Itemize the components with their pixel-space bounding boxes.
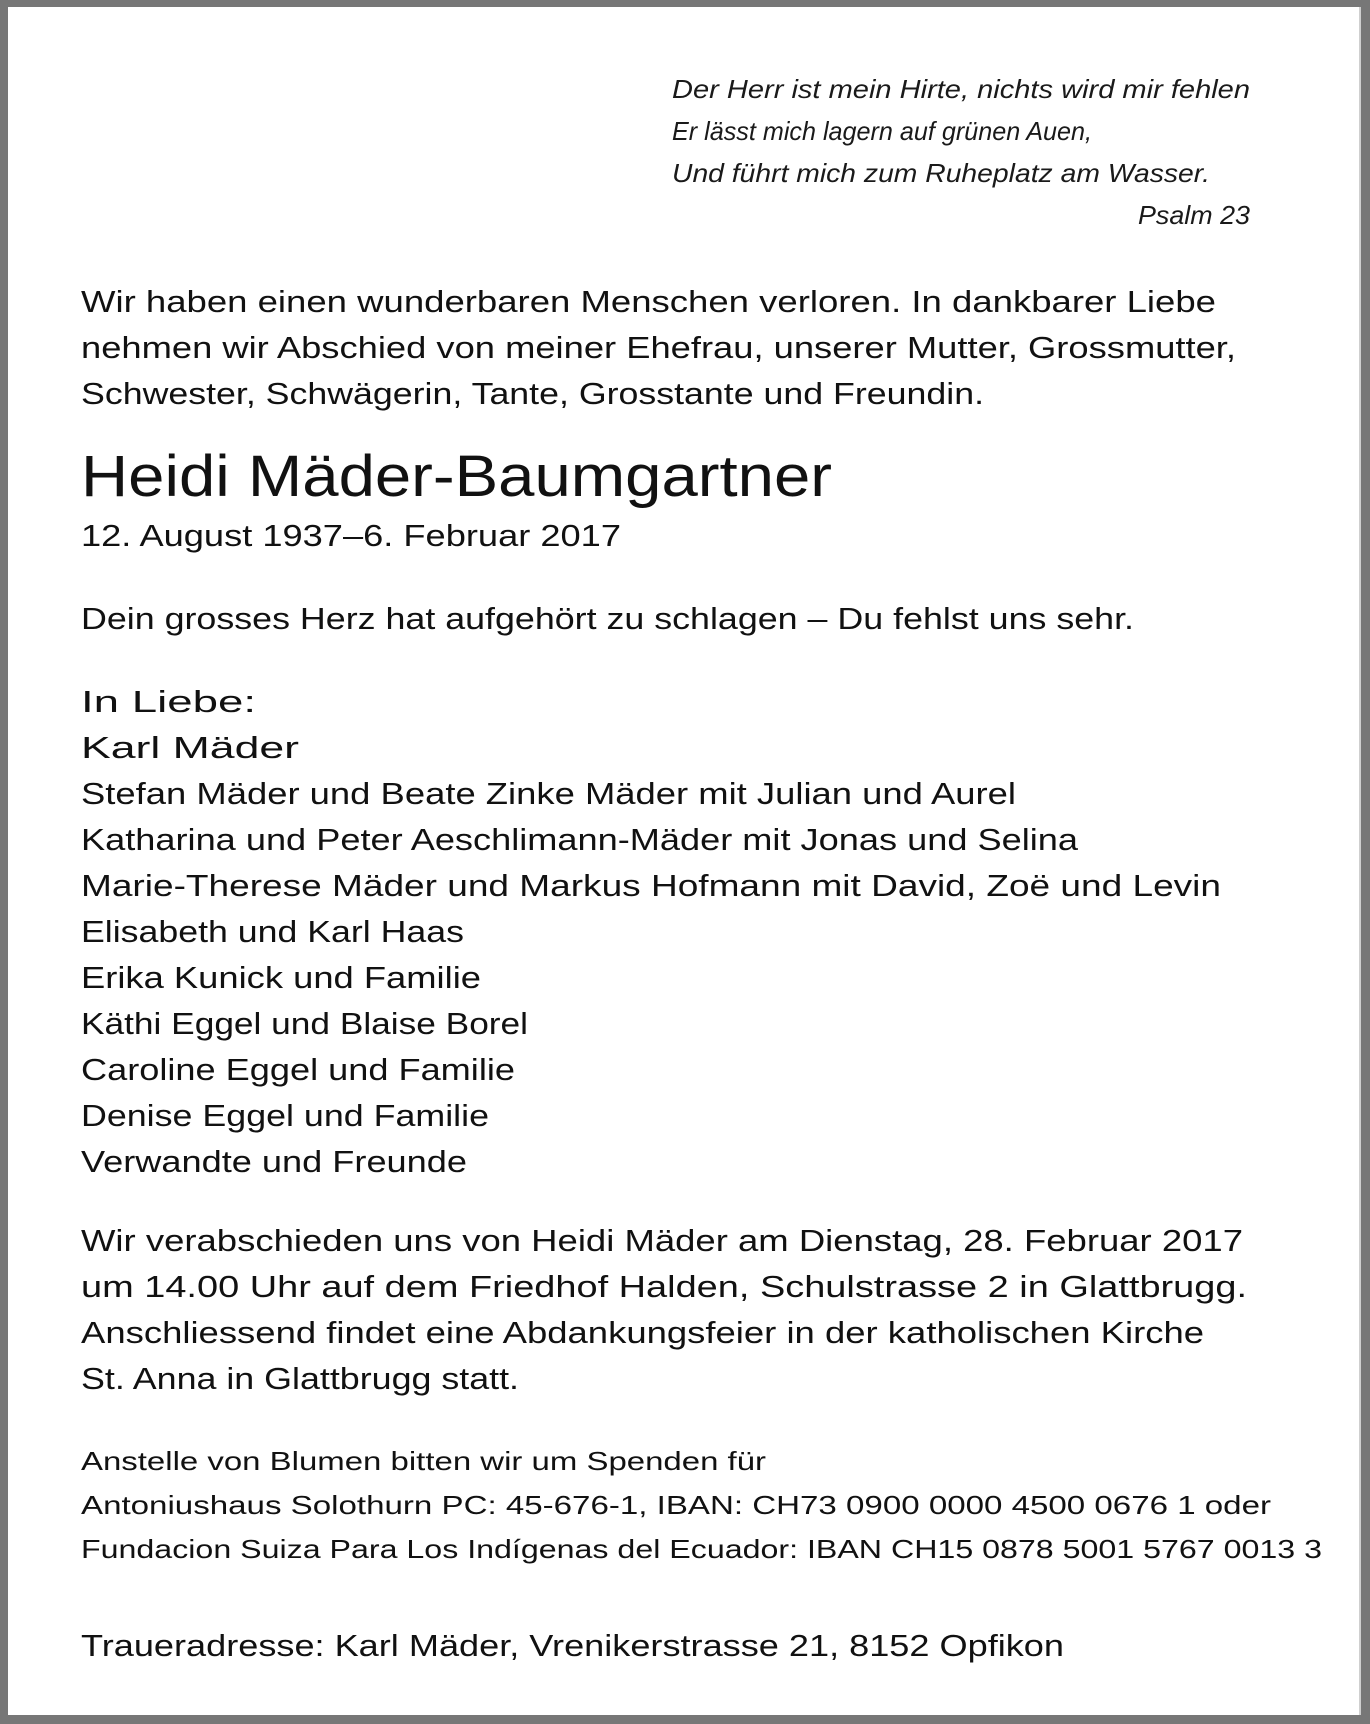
service-line: Anschliessend findet eine Abdankungsfeier in der katholischen Kirche bbox=[81, 1315, 1204, 1350]
mourner-name: Stefan Mäder und Beate Zinke Mäder mit Julian und Aurel bbox=[81, 776, 1016, 811]
mourner-name: Marie-Therese Mäder und Markus Hofmann mit David, Zoë und Levin bbox=[81, 868, 1221, 903]
mourner-name: Elisabeth und Karl Haas bbox=[81, 914, 465, 949]
service-line: um 14.00 Uhr auf dem Friedhof Halden, Schulstrasse 2 in Glattbrugg. bbox=[81, 1269, 1247, 1304]
mourning-address: Traueradresse: Karl Mäder, Vrenikerstrasse 21, 8152 Opfikon bbox=[81, 1628, 1064, 1663]
obituary-notice bbox=[8, 7, 1361, 1715]
mourner-name: Karl Mäder bbox=[81, 730, 299, 765]
intro-line: nehmen wir Abschied von meiner Ehefrau, unserer Mutter, Grossmutter, bbox=[81, 330, 1236, 365]
service-line: St. Anna in Glattbrugg statt. bbox=[81, 1361, 519, 1396]
psalm-line: Er lässt mich lagern auf grünen Auen, bbox=[672, 116, 1092, 146]
mourner-name: Katharina und Peter Aeschlimann-Mäder mit Jonas und Selina bbox=[81, 822, 1078, 857]
intro-line: Schwester, Schwägerin, Tante, Grosstante und Freundin. bbox=[81, 376, 985, 411]
farewell-line: Dein grosses Herz hat aufgehört zu schlagen – Du fehlst uns sehr. bbox=[81, 601, 1134, 636]
mourner-name: Caroline Eggel und Familie bbox=[81, 1052, 515, 1087]
psalm-line: Und führt mich zum Ruheplatz am Wasser. bbox=[672, 158, 1210, 188]
service-line: Wir verabschieden uns von Heidi Mäder am Dienstag, 28. Februar 2017 bbox=[81, 1223, 1243, 1258]
mourner-name: Erika Kunick und Familie bbox=[81, 960, 481, 995]
psalm-source: Psalm 23 bbox=[1138, 200, 1250, 230]
donation-line: Antoniushaus Solothurn PC: 45-676-1, IBAN: CH73 0900 0000 4500 0676 1 oder bbox=[81, 1490, 1271, 1520]
mourner-name: Käthi Eggel und Blaise Borel bbox=[81, 1006, 528, 1041]
psalm-line: Der Herr ist mein Hirte, nichts wird mir fehlen bbox=[672, 74, 1250, 104]
mourners-heading: In Liebe: bbox=[81, 684, 256, 719]
intro-line: Wir haben einen wunderbaren Menschen verloren. In dankbarer Liebe bbox=[81, 284, 1216, 319]
donation-line: Anstelle von Blumen bitten wir um Spenden für bbox=[81, 1446, 767, 1476]
donation-line: Fundacion Suiza Para Los Indígenas del Ecuador: IBAN CH15 0878 5001 5767 0013 3 bbox=[81, 1534, 1322, 1564]
life-dates: 12. August 1937–6. Februar 2017 bbox=[81, 518, 621, 553]
mourner-name: Verwandte und Freunde bbox=[81, 1144, 467, 1179]
mourner-name: Denise Eggel und Familie bbox=[81, 1098, 489, 1133]
deceased-name: Heidi Mäder-Baumgartner bbox=[81, 444, 832, 509]
